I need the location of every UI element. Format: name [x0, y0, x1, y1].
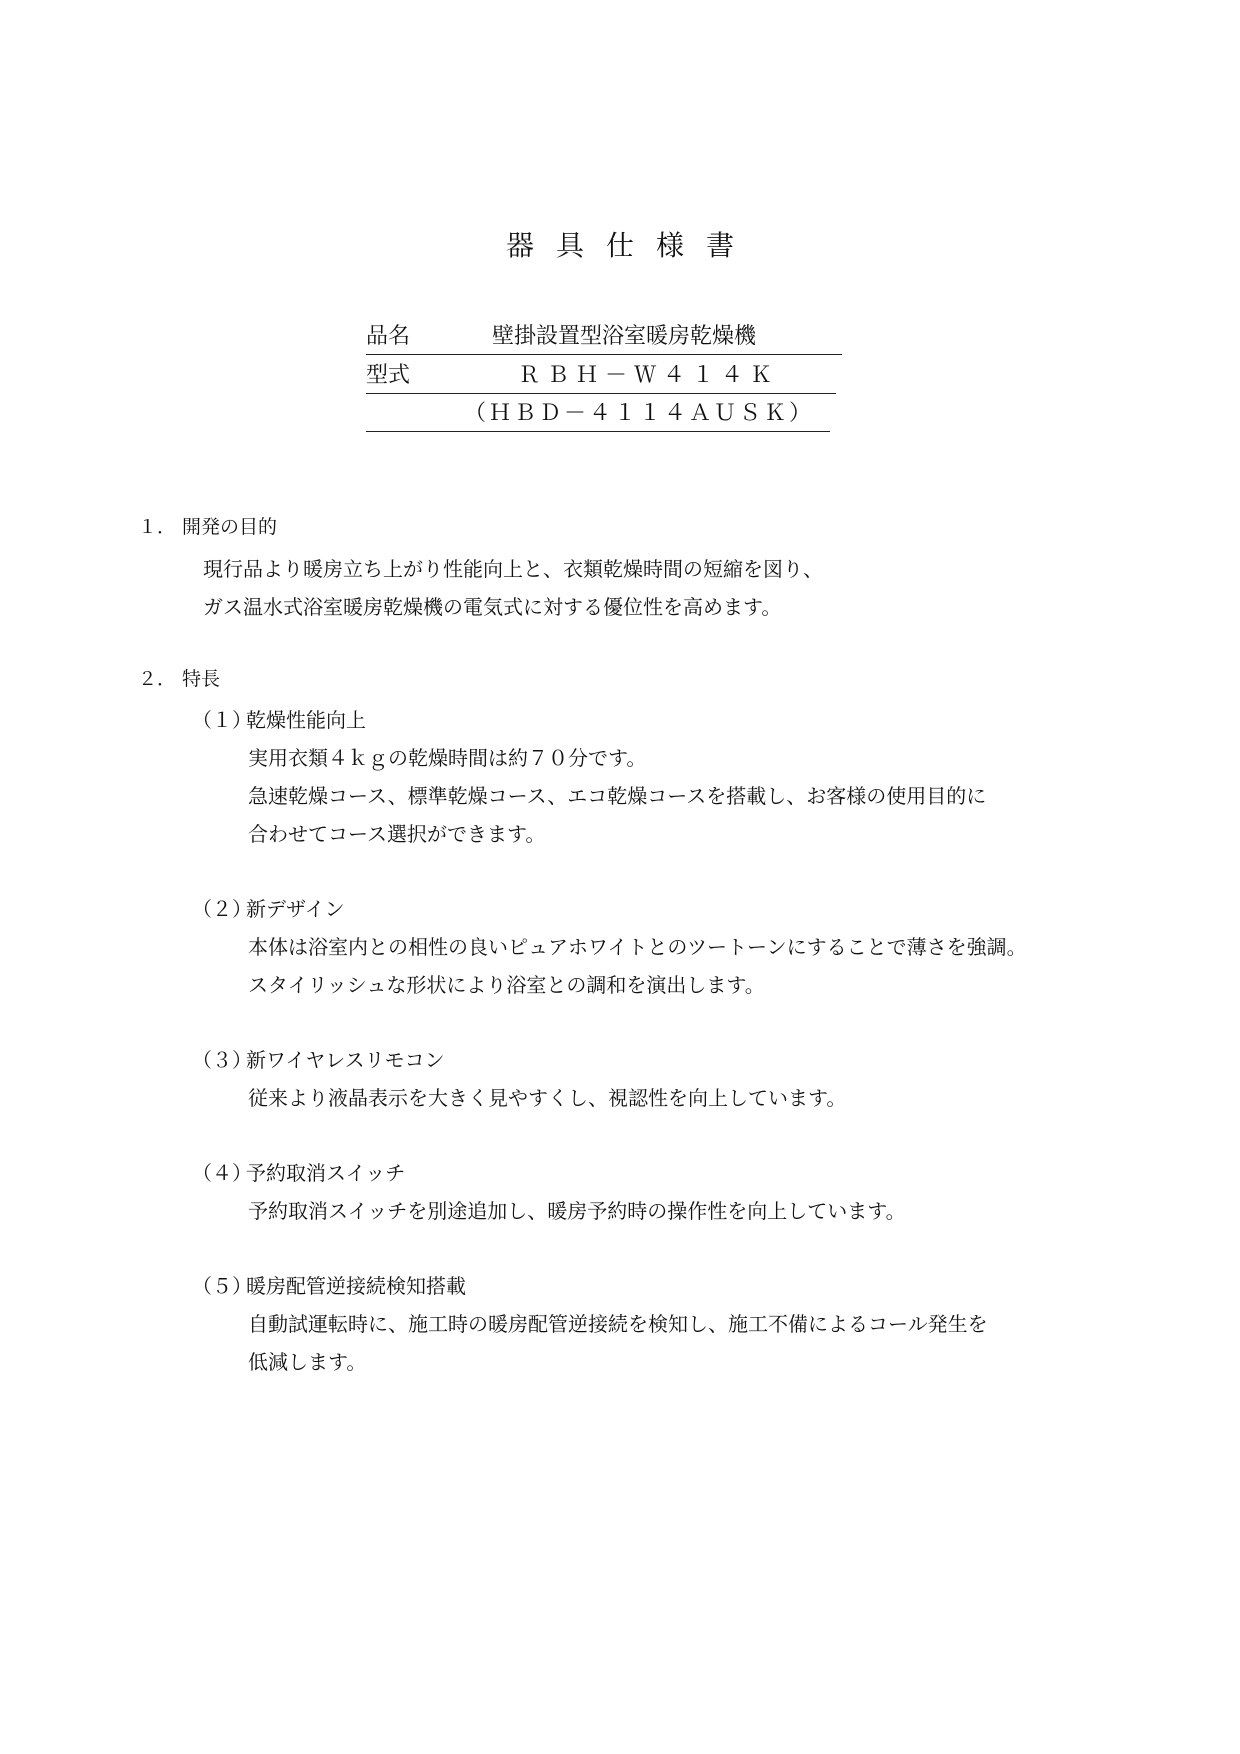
section-1-line: 現行品より暖房立ち上がり性能向上と、衣類乾燥時間の短縮を図り、 — [203, 557, 823, 581]
spec-value-model-alt: （ＨＢＤ－４１１４ＡＵＳＫ） — [464, 401, 815, 426]
spec-row-model — [366, 359, 836, 394]
section-1-title: 開発の目的 — [182, 516, 278, 538]
spec-row-product-name — [366, 320, 842, 355]
feature-2-line: スタイリッシュな形状により浴室との調和を演出します。 — [248, 973, 765, 997]
feature-1-line: 合わせてコース選択ができます。 — [248, 822, 546, 846]
section-1-number: １． — [138, 516, 177, 538]
feature-4-title: 予約取消スイッチ — [246, 1161, 406, 1185]
spec-value-model: ＲＢＨ－Ｗ４１４Ｋ — [518, 363, 780, 388]
feature-5-line: 自動試運転時に、施工時の暖房配管逆接続を検知し、施工不備によるコール発生を — [248, 1312, 988, 1336]
feature-5-heading — [192, 1270, 466, 1299]
feature-1-title: 乾燥性能向上 — [246, 708, 366, 732]
feature-3-heading — [192, 1044, 445, 1073]
feature-1-number: （１） — [192, 708, 252, 732]
feature-2-heading — [192, 893, 345, 922]
feature-5-line: 低減します。 — [248, 1350, 367, 1374]
feature-4-heading — [192, 1157, 405, 1186]
spec-label-name: 品名 — [366, 324, 411, 349]
feature-5-number: （５） — [192, 1274, 252, 1298]
feature-3-line: 従来より液晶表示を大きく見やすくし、視認性を向上しています。 — [248, 1086, 847, 1110]
section-2-heading — [138, 664, 220, 691]
feature-3-title: 新ワイヤレスリモコン — [246, 1048, 445, 1072]
document-title: 器具仕様書 — [505, 229, 756, 262]
section-2-title: 特長 — [182, 668, 221, 690]
feature-5-title: 暖房配管逆接続検知搭載 — [246, 1274, 466, 1298]
spec-label-model: 型式 — [366, 363, 411, 388]
feature-4-line: 予約取消スイッチを別途追加し、暖房予約時の操作性を向上しています。 — [248, 1199, 906, 1223]
section-1-line: ガス温水式浴室暖房乾燥機の電気式に対する優位性を高めます。 — [203, 595, 782, 619]
feature-1-line: 急速乾燥コース、標準乾燥コース、エコ乾燥コースを搭載し、お客様の使用目的に — [248, 784, 987, 808]
spec-value-name: 壁掛設置型浴室暖房乾燥機 — [492, 324, 757, 349]
feature-1-heading — [192, 704, 366, 733]
feature-3-number: （３） — [192, 1048, 252, 1072]
section-2-number: ２． — [138, 668, 177, 690]
feature-2-title: 新デザイン — [246, 897, 345, 921]
section-1-heading — [138, 512, 277, 539]
feature-1-line: 実用衣類４ｋｇの乾燥時間は約７０分です。 — [248, 746, 647, 770]
feature-4-number: （４） — [192, 1161, 252, 1185]
feature-2-number: （２） — [192, 897, 252, 921]
spec-row-model-alt — [366, 397, 830, 432]
feature-2-line: 本体は浴室内との相性の良いピュアホワイトとのツートーンにすることで薄さを強調。 — [248, 935, 1027, 959]
